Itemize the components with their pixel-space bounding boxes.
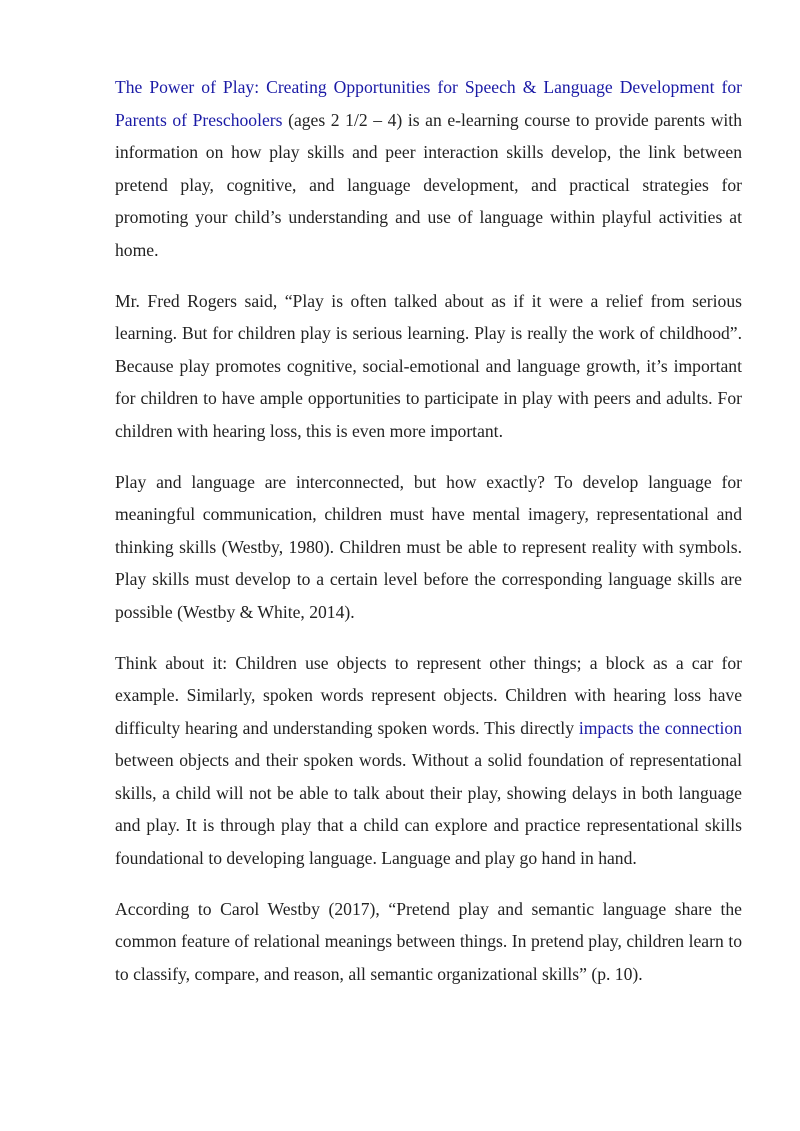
paragraph-play-language xyxy=(115,466,742,629)
paragraph-think-about-it xyxy=(115,647,742,875)
play-language-text: Play and language are interconnected, but how exactly? To develop language for meaningful communication, children must have mental imagery, representational and thinking skills (Westby, 1980). Children must be able to represent reality with symbols. Play skills must develop to a certain level before the corresponding language skills are possible (Westby & White, 2014). xyxy=(115,471,742,622)
impacts-connection-link[interactable]: impacts the connection xyxy=(578,717,742,738)
paragraph-fred-rogers-quote xyxy=(115,285,742,448)
think-about-it-text-after: between objects and their spoken words. Without a solid foundation of representational skills, a child will not be able to talk about their play, showing delays in both language and play. It is through play that a child can explore and practice representational skills foundational to developing language. Language and play go hand in hand. xyxy=(115,750,742,868)
think-about-it-text-before: Think about it: Children use objects to represent other things; a block as a car for example. Similarly, spoken words represent objects. Children with hearing loss have difficulty hearing and understanding spoken words. This directly xyxy=(115,652,742,738)
document-page xyxy=(115,71,742,1009)
westby-quote-text: According to Carol Westby (2017), “Pretend play and semantic language share the common feature of relational meanings between things. In pretend play, children learn to to classify, compare, and reason, all semantic organizational skills” (p. 10). xyxy=(115,898,742,984)
paragraph-course-intro xyxy=(115,71,742,266)
course-title-link[interactable]: The Power of Play: Creating Opportunities for Speech & Language Development for Parents of Preschoolers xyxy=(115,77,742,130)
course-intro-text: (ages 2 1/2 – 4) is an e-learning course to provide parents with information on how play skills and peer interaction skills develop, the link between pretend play, cognitive, and language development, and practical strategies for promoting your child’s understanding and use of language within playful activities at home. xyxy=(115,109,742,260)
fred-rogers-text: Mr. Fred Rogers said, “Play is often talked about as if it were a relief from serious learning. But for children play is serious learning. Play is really the work of childhood”. Because play promotes cognitive, social-emotional and language growth, it’s important for children to have ample opportunities to participate in play with peers and adults. For children with hearing loss, this is even more important. xyxy=(115,290,742,441)
paragraph-westby-quote xyxy=(115,893,742,991)
